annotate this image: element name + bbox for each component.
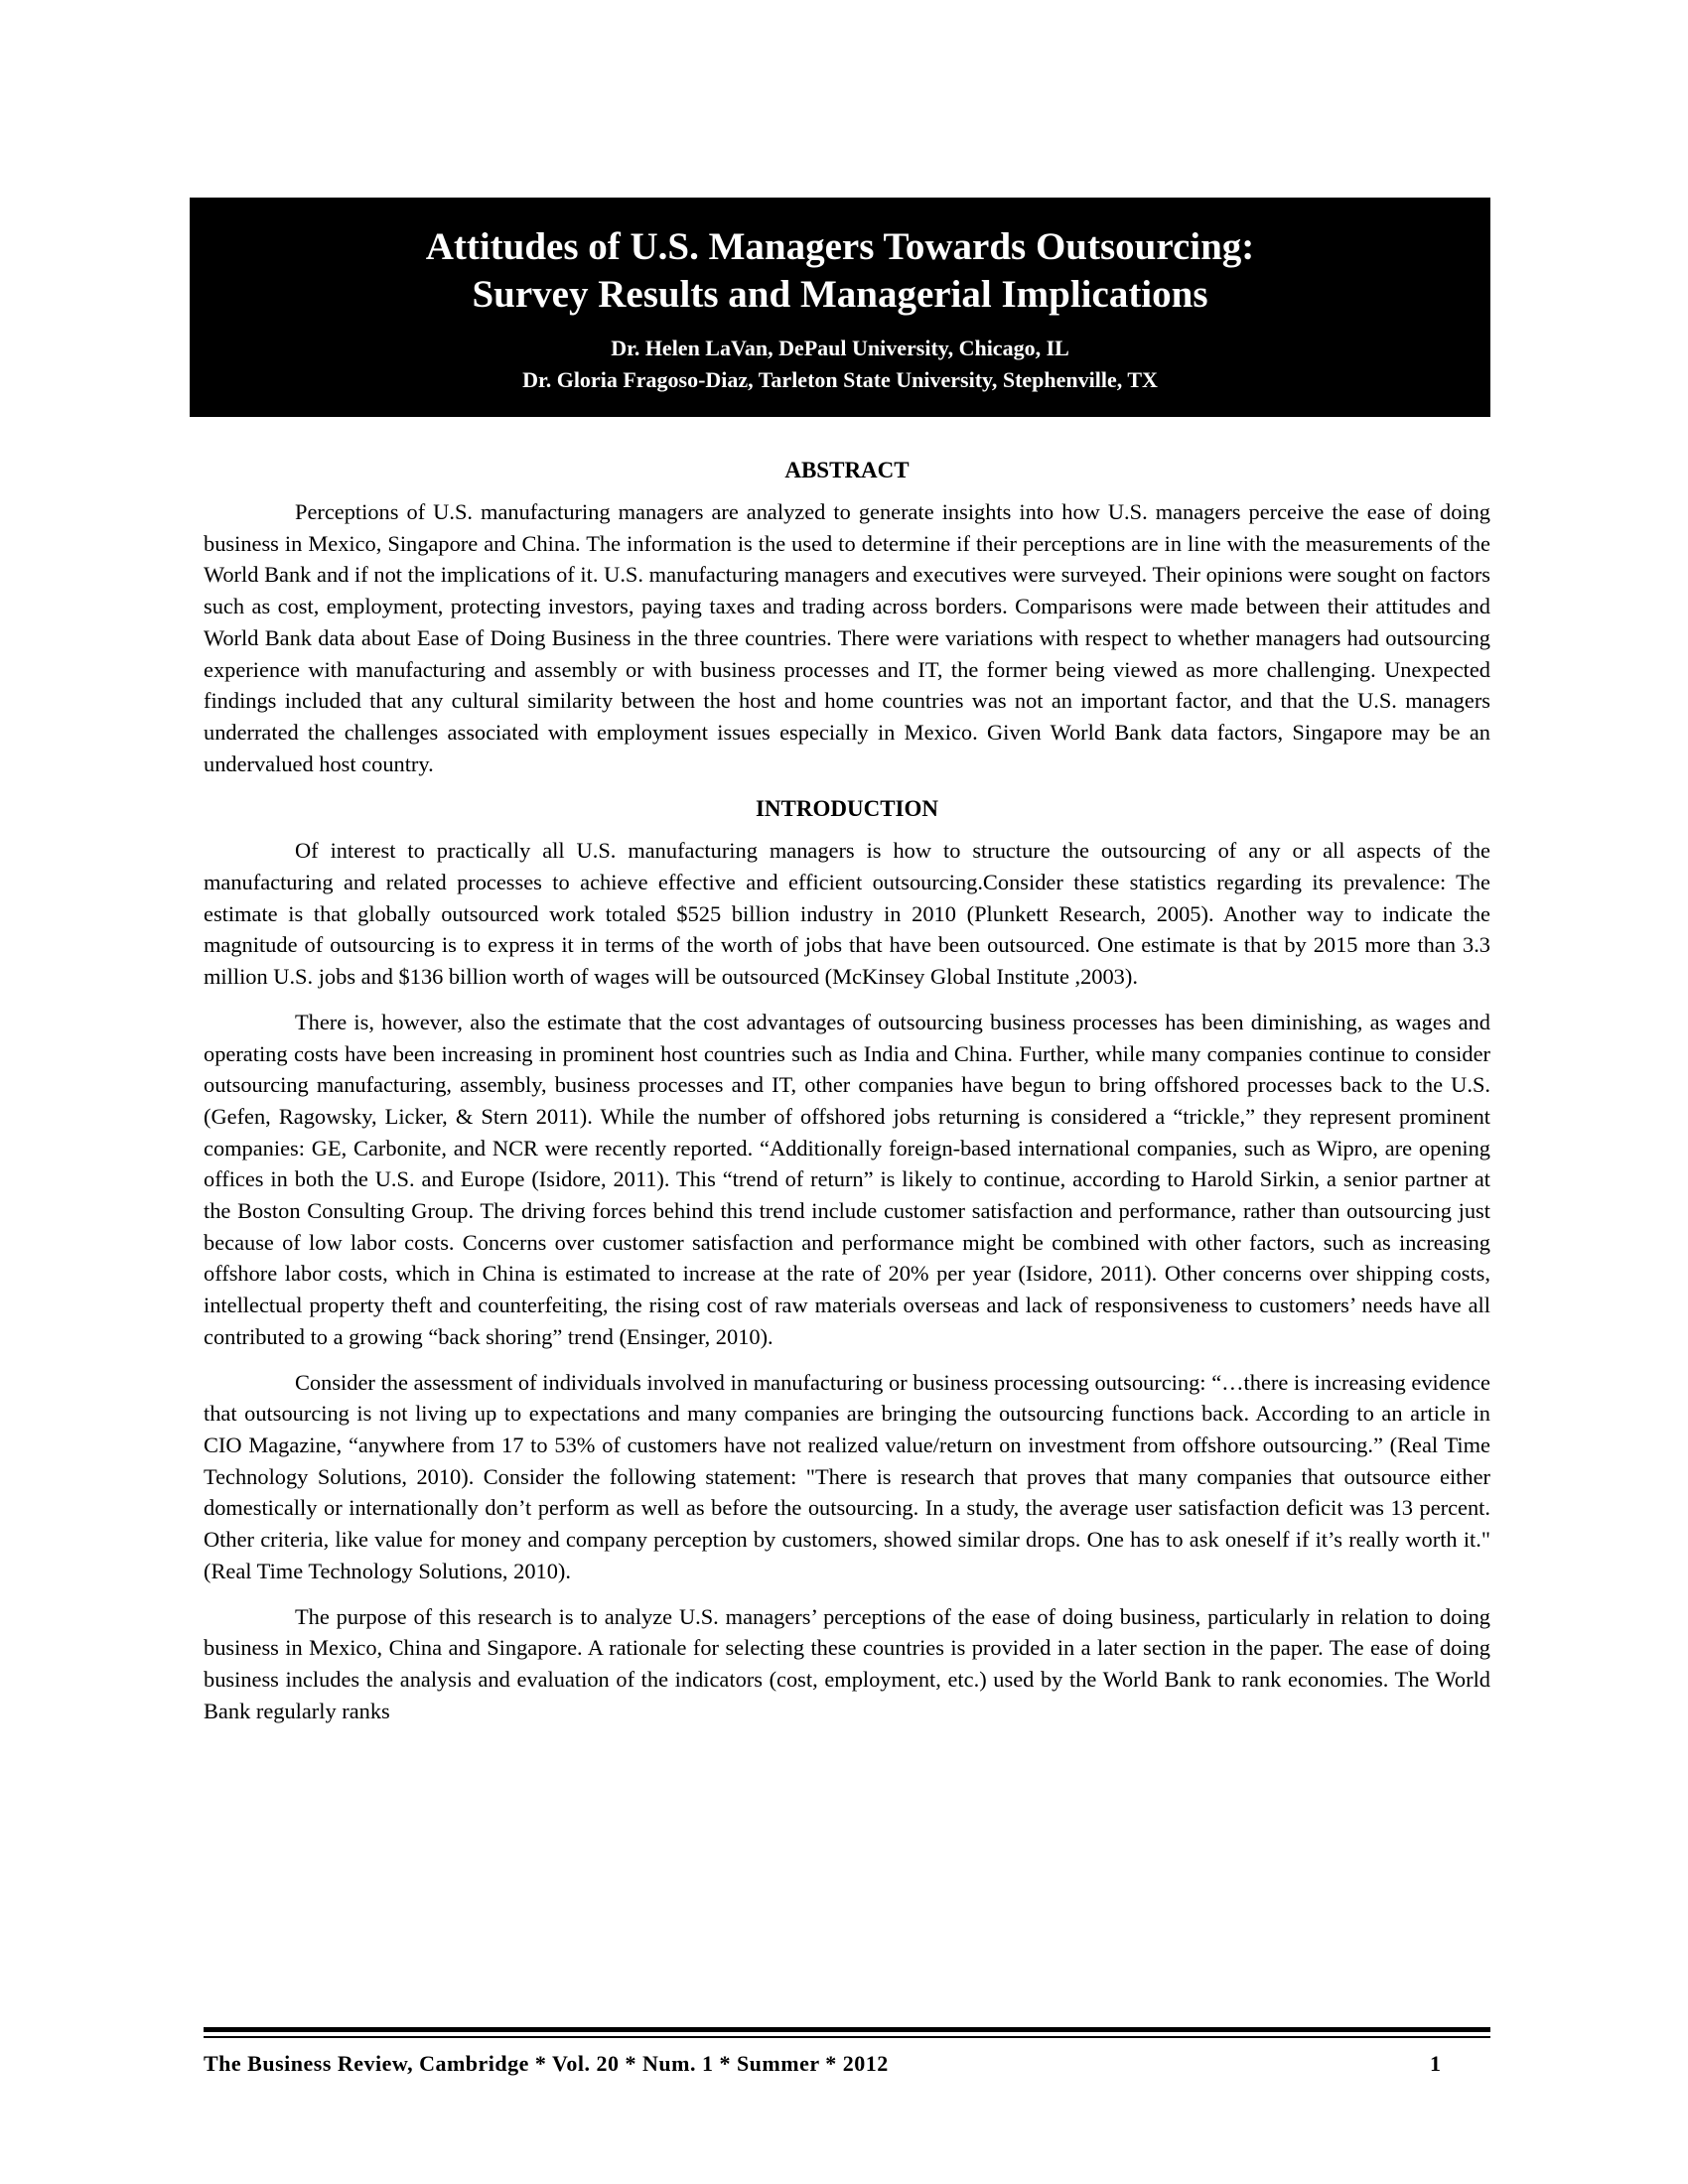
author-1: Dr. Helen LaVan, DePaul University, Chicago, IL xyxy=(611,336,1069,360)
author-2: Dr. Gloria Fragoso-Diaz, Tarleton State University, Stephenville, TX xyxy=(522,367,1158,392)
page-number: 1 xyxy=(1430,2051,1441,2076)
footer-journal-citation: The Business Review, Cambridge * Vol. 20 * Num. 1 * Summer * 2012 xyxy=(204,2051,889,2076)
paper-body xyxy=(204,455,1490,1726)
footer-rule-thick xyxy=(204,2027,1490,2032)
footer-rule-thin xyxy=(204,2036,1490,2038)
paper-title-line-1: Attitudes of U.S. Managers Towards Outsourcing: xyxy=(425,225,1255,268)
introduction-heading: INTRODUCTION xyxy=(755,796,939,822)
intro-paragraph-3: Consider the assessment of individuals involved in manufacturing or business processing outsourcing: “…there is increasing evidence that outsourcing is not living up to expectations and many companies are bringing the outsourcing functions back. According to an article in CIO Magazine, “anywhere from 17 to 53% of customers have not realized value/return on investment from offshore outsourcing.” (Real Time Technology Solutions, 2010). Consider the following statement: "There is research that proves that many companies that outsource either domestically or internationally don’t perform as well as before the outsourcing. In a study, the average user satisfaction deficit was 13 percent. Other criteria, like value for money and company perception by customers, showed similar drops. One has to ask oneself if it’s really worth it." (Real Time Technology Solutions, 2010). xyxy=(204,1369,1490,1583)
abstract-heading: ABSTRACT xyxy=(784,458,910,482)
author-list xyxy=(190,333,1490,396)
paper-title-line-2: Survey Results and Managerial Implications xyxy=(472,273,1208,316)
intro-paragraph-4: The purpose of this research is to analyze U.S. managers’ perceptions of the ease of doing business, particularly in relation to doing business in Mexico, China and Singapore. A rationale for selecting these countries is provided in a later section in the paper. The ease of doing business includes the analysis and evaluation of the indicators (cost, employment, etc.) used by the World Bank to rank economies. The World Bank regularly ranks xyxy=(204,1603,1490,1723)
intro-paragraph-2: There is, however, also the estimate that the cost advantages of outsourcing business processes has been diminishing, as wages and operating costs have been increasing in prominent host countries such as India and China. Further, while many companies continue to consider outsourcing manufacturing, assembly, business processes and IT, other companies have begun to bring offshored processes back to the U.S. (Gefen, Ragowsky, Licker, & Stern 2011). While the number of offshored jobs returning is considered a “trickle,” they represent prominent companies: GE, Carbonite, and NCR were recently reported. “Additionally foreign-based international companies, such as Wipro, are opening offices in both the U.S. and Europe (Isidore, 2011). This “trend of return” is likely to continue, according to Harold Sirkin, a senior partner at the Boston Consulting Group. The driving forces behind this trend include customer satisfaction and performance, rather than outsourcing just because of low labor costs. Concerns over customer satisfaction and performance might be combined with other factors, such as increasing offshore labor costs, which in China is estimated to increase at the rate of 20% per year (Isidore, 2011). Other concerns over shipping costs, intellectual property theft and counterfeiting, the rising cost of raw materials overseas and lack of responsiveness to customers’ needs have all contributed to a growing “back shoring” trend (Ensinger, 2010). xyxy=(204,1009,1490,1349)
intro-paragraph-1: Of interest to practically all U.S. manufacturing managers is how to structure the outsourcing of any or all aspects of the manufacturing and related processes to achieve effective and efficient outsourcing.Consider these statistics regarding its prevalence: The estimate is that globally outsourced work totaled $525 billion industry in 2010 (Plunkett Research, 2005). Another way to indicate the magnitude of outsourcing is to express it in terms of the worth of jobs that have been outsourced. One estimate is that by 2015 more than 3.3 million U.S. jobs and $136 billion worth of wages will be outsourced (McKinsey Global Institute ,2003). xyxy=(204,838,1490,990)
abstract-text: Perceptions of U.S. manufacturing managers are analyzed to generate insights into how U.S. managers perceive the ease of doing business in Mexico, Singapore and China. The information is the used to determine if their perceptions are in line with the measurements of the World Bank and if not the implications of it. U.S. manufacturing managers and executives were surveyed. Their opinions were sought on factors such as cost, employment, protecting investors, paying taxes and trading across borders. Comparisons were made between their attitudes and World Bank data about Ease of Doing Business in the three countries. There were variations with respect to whether managers had outsourcing experience with manufacturing and assembly or with business processes and IT, the former being viewed as more challenging. Unexpected findings included that any cultural similarity between the host and home countries was not an important factor, and that the U.S. managers underrated the challenges associated with employment issues especially in Mexico. Given World Bank data factors, Singapore may be an undervalued host country. xyxy=(204,499,1490,776)
title-banner xyxy=(190,198,1490,417)
